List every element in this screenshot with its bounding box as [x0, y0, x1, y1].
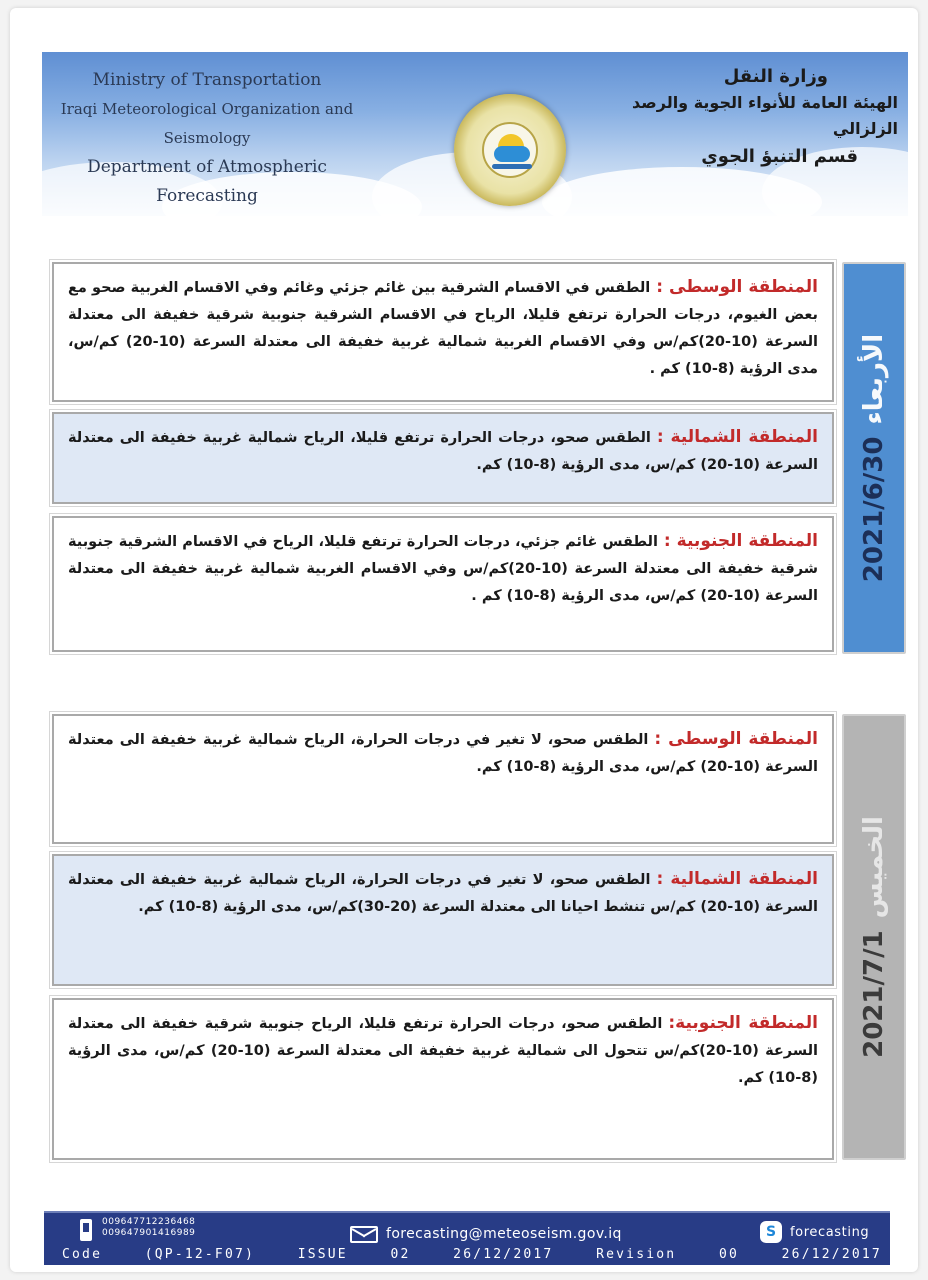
revision-number: 00: [718, 1247, 740, 1262]
ministry-en-line2: Iraqi Meteorological Organization and Seismology: [60, 100, 354, 147]
region-name: المنطقة الشمالية :: [656, 427, 818, 447]
footer-bar: [44, 1211, 890, 1265]
ministry-en-line3: Department of Atmospheric Forecasting: [87, 157, 327, 206]
day-date-strip: [842, 262, 906, 654]
day-name: الخميس: [859, 816, 889, 919]
ministry-name-english: [42, 66, 372, 211]
forecast-page: [10, 8, 918, 1272]
region-text: الطقس غائم جزئي، درجات الحرارة ترتفع قليلا، الرياح في الاقسام الشرقية جنوبية شرقية خفيفة الى معتدلة السرعة (10-20)كم/س وفي الاقسام الغربية شمالية غربية خفيفة الى معتدلة السرعة (10-20) كم/س، مدى الرؤية (8-10) كم .: [68, 534, 819, 604]
phone-numbers: [102, 1217, 195, 1239]
revision-date: 26/12/2017: [781, 1247, 882, 1262]
logo-emblem: [482, 122, 538, 178]
region-text: الطقس صحو، لا تغير في درجات الحرارة، الرياح شمالية غربية خفيفة الى معتدلة السرعة (10-20) كم/س تنشط احيانا الى معتدلة السرعة (20-30)كم/س، مدى الرؤية (8-10) كم.: [68, 872, 818, 915]
day-date: 2021/7/1: [859, 930, 889, 1058]
code-value: (QP-12-F07): [144, 1247, 256, 1262]
document-code-line: [62, 1247, 882, 1262]
phone-number-2: 009647901416989: [102, 1228, 196, 1238]
logo-wave-icon: [492, 164, 532, 169]
region-name: المنطقة الشمالية :: [656, 869, 818, 889]
day-forecast-2: [52, 714, 906, 1160]
phone-icon: [80, 1219, 92, 1241]
region-north: [52, 854, 834, 986]
region-name: المنطقة الوسطى :: [656, 277, 819, 297]
region-central: [52, 262, 834, 402]
day-date-strip: [842, 714, 906, 1160]
region-text: الطقس صحو، لا تغير في درجات الحرارة، الرياح شمالية غربية خفيفة الى معتدلة السرعة (10-20) كم/س، مدى الرؤية (8-10) كم.: [68, 732, 818, 775]
mail-icon: [350, 1226, 378, 1243]
ministry-en-line1: Ministry of Transportation: [92, 70, 322, 90]
region-text: الطقس صحو، درجات الحرارة ترتفع قليلا، الرياح جنوبية شرقية خفيفة الى معتدلة السرعة (10-20)كم/س تتحول الى شمالية غربية خفيفة الى معتدلة السرعة (10-20) كم/س، مدى الرؤية (8-10) كم.: [68, 1016, 818, 1086]
logo-cloud-icon: [494, 146, 530, 162]
day-date: 2021/6/30: [859, 436, 889, 583]
issue-date: 26/12/2017: [453, 1247, 554, 1262]
ministry-ar-line1: وزارة النقل: [723, 66, 828, 87]
day-name: الأربعاء: [859, 333, 889, 425]
revision-label: Revision: [596, 1247, 677, 1262]
header-banner: [42, 52, 908, 216]
issue-number: 02: [390, 1247, 411, 1262]
day-forecast-1: [52, 262, 906, 654]
region-north: [52, 412, 834, 504]
day-label: [859, 334, 889, 582]
phone-number-1: 009647712236468: [102, 1217, 196, 1227]
region-text: الطقس في الاقسام الشرقية بين غائم جزئي وغائم وفي الاقسام الغربية صحو مع بعض الغيوم، درجات الحرارة ترتفع قليلا، الرياح في الاقسام الشرقية جنوبية شرقية خفيفة الى معتدلة السرعة (10-20)كم/س وفي الاقسام الغربية شمالية غربية خفيفة الى معتدلة السرعة (10-20) كم/س، مدى الرؤية (8-10) كم .: [68, 280, 818, 377]
region-south: [52, 998, 834, 1160]
region-name: المنطقة الجنوبية:: [668, 1013, 819, 1033]
skype-icon: S: [760, 1221, 782, 1243]
region-central: [52, 714, 834, 844]
code-label: Code: [62, 1247, 103, 1262]
email-address[interactable]: forecasting@meteoseism.gov.iq: [386, 1226, 622, 1242]
skype-handle[interactable]: forecasting: [790, 1225, 870, 1240]
issue-label: ISSUE: [297, 1247, 348, 1262]
day-label: [859, 816, 889, 1058]
organization-logo-icon: [454, 94, 566, 206]
region-south: [52, 516, 834, 652]
region-name: المنطقة الجنوبية :: [663, 531, 818, 551]
ministry-ar-line3: قسم التنبؤ الجوي: [701, 146, 858, 167]
region-name: المنطقة الوسطى :: [654, 729, 818, 749]
region-text: الطقس صحو، درجات الحرارة ترتفع قليلا، الرياح شمالية غربية خفيفة الى معتدلة السرعة (10-20) كم/س، مدى الرؤية (8-10) كم.: [68, 430, 818, 473]
ministry-ar-line2: الهيئة العامة للأنواء الجوية والرصد الزلزالي: [632, 93, 898, 138]
ministry-name-arabic: [568, 64, 898, 172]
